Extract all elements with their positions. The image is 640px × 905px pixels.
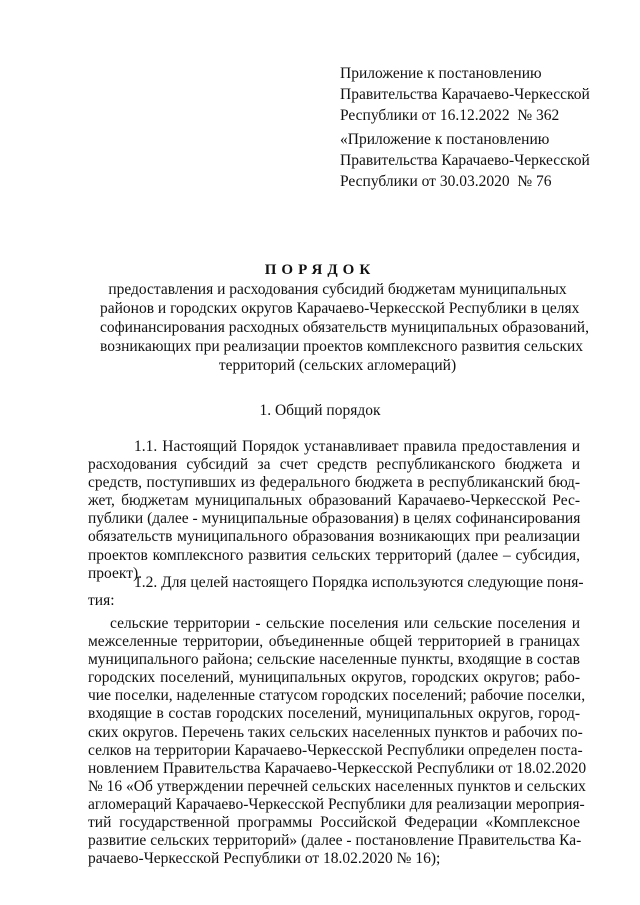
appendix-line: Республики от 30.03.2020 № 76 xyxy=(340,173,552,190)
paragraph-line: средств, поступивших из федерального бюджета в республиканский бюд- xyxy=(88,474,580,492)
paragraph-1-1 xyxy=(88,438,580,583)
paragraph-line: ских округов. Перечень таких сельских населенных пунктов и рабочих по- xyxy=(88,723,583,741)
subtitle-line: предоставления и расходования субсидий бюджетам муниципальных xyxy=(108,281,567,298)
subtitle-line: возникающих при реализации проектов комплексного развития сельских xyxy=(100,338,584,355)
appendix-line: Приложение к постановлению xyxy=(340,65,542,82)
paragraph-line: межселенные территории, объединенные общей территорией в границах xyxy=(88,633,580,651)
paragraph-line: тий государственной программы Российской Федерации «Комплексное xyxy=(88,814,580,832)
paragraph-line: проект). xyxy=(88,564,143,582)
paragraph-line: обязательств муниципального образования возникающих при реализации xyxy=(88,528,580,546)
appendix-line: Правительства Карачаево-Черкесской xyxy=(340,86,590,103)
document-subtitle xyxy=(100,280,589,375)
paragraph-line: расходования субсидий за счет средств республиканского бюджета и xyxy=(88,456,580,474)
paragraph-line: чие поселки, наделенные статусом городских поселений; рабочие поселки, xyxy=(88,687,586,705)
appendix-line: Правительства Карачаево-Черкесской xyxy=(340,152,590,169)
subtitle-line: районов и городских округов Карачаево-Черкесской Республики в целях xyxy=(100,300,580,317)
appendix-header-current xyxy=(340,63,590,126)
document-title: ПОРЯДОК xyxy=(264,262,376,278)
paragraph-line: селков на территории Карачаево-Черкесской Республики определен поста- xyxy=(88,741,583,759)
paragraph-line: новлением Правительства Карачаево-Черкесской Республики от 18.02.2020 xyxy=(88,759,587,777)
paragraph-line: развитие сельских территорий» (далее - постановление Правительства Ка- xyxy=(88,832,582,850)
paragraph-line: городских поселений, муниципальных округов, городских округов; рабо- xyxy=(88,669,580,687)
paragraph-line: публики (далее - муниципальные образования) в целях софинансирования xyxy=(88,510,581,528)
paragraph-rural-territories xyxy=(88,615,587,868)
subtitle-line: территорий (сельских агломераций) xyxy=(218,357,457,374)
paragraph-line: 1.1. Настоящий Порядок устанавливает правила предоставления и xyxy=(134,438,580,455)
appendix-line: «Приложение к постановлению xyxy=(340,131,550,148)
paragraph-line: муниципального района; сельские населенные пункты, входящие в состав xyxy=(88,651,580,669)
paragraph-line: агломераций Карачаево-Черкесской Республики для реализации мероприя- xyxy=(88,795,585,813)
paragraph-line: сельские территории - сельские поселения или сельские поселения и xyxy=(110,615,580,632)
paragraph-line: рачаево-Черкесской Республики от 18.02.2020 № 16); xyxy=(88,850,441,868)
paragraph-line: 1.2. Для целей настоящего Порядка используются следующие поня- xyxy=(134,574,584,591)
paragraph-1-2 xyxy=(88,574,584,610)
paragraph-line: жет, бюджетам муниципальных образований Карачаево-Черкесской Рес- xyxy=(88,492,580,510)
appendix-line: Республики от 16.12.2022 № 362 xyxy=(340,107,560,124)
subtitle-line: софинансирования расходных обязательств муниципальных образований, xyxy=(100,319,589,336)
section-heading: 1. Общий порядок xyxy=(259,402,381,419)
paragraph-line: входящие в состав городских поселений, муниципальных округов, город- xyxy=(88,705,580,723)
paragraph-line: № 16 «Об утверждении перечней сельских населенных пунктов и сельских xyxy=(88,777,586,795)
paragraph-line: проектов комплексного развития сельских территорий (далее – субсидия, xyxy=(88,546,580,564)
appendix-header-original xyxy=(340,129,590,192)
paragraph-line: тия: xyxy=(88,592,115,610)
